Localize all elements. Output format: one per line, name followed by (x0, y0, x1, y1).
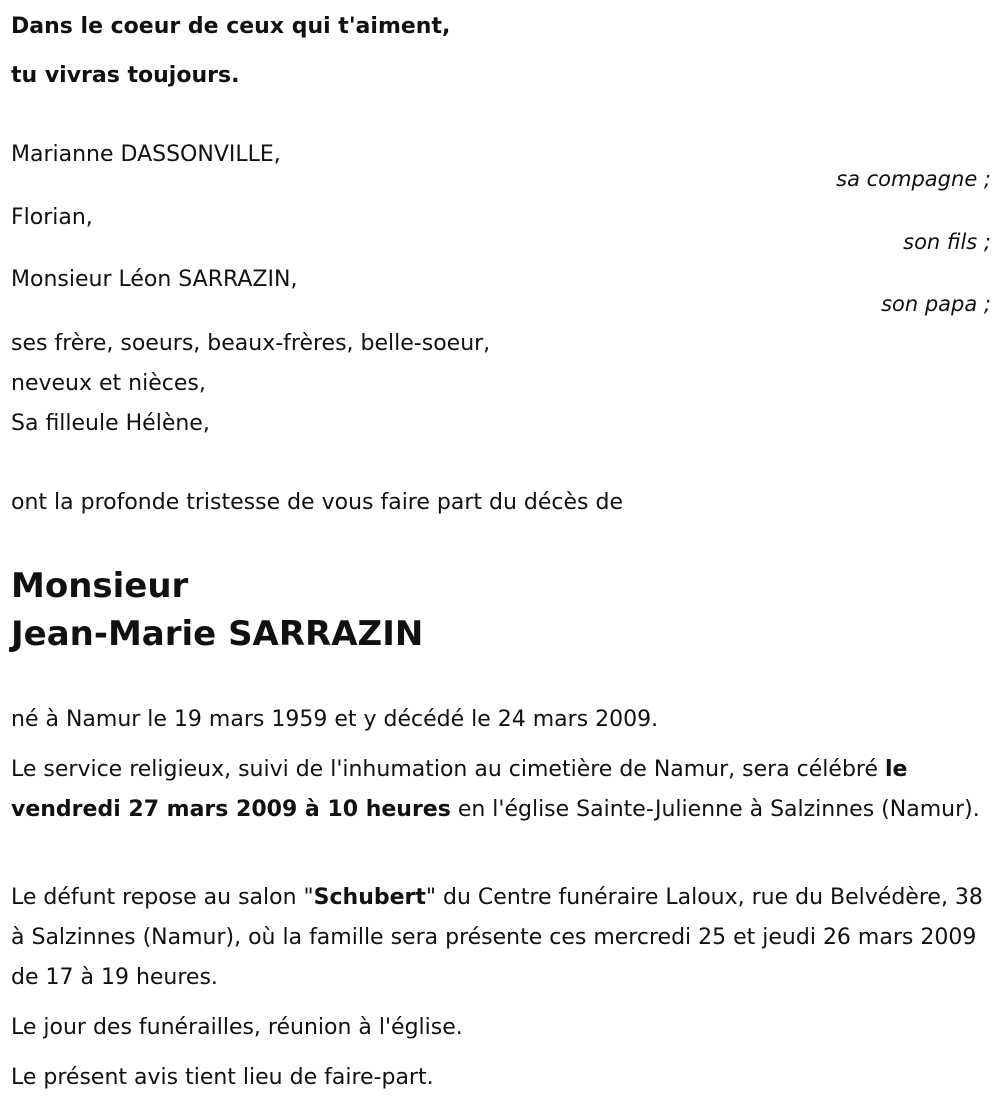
service-text-part-2: en l'église Sainte-Julienne à Salzinnes (Namur). (450, 797, 980, 822)
service-date: le vendredi 27 mars 2009 à 10 heures (11, 757, 908, 822)
deceased-name: Jean-Marie SARRAZIN (11, 614, 424, 654)
other-relatives-line-1: ses frère, soeurs, beaux-frères, belle-soeur, (11, 331, 491, 356)
epigraph-line-2: tu vivras toujours. (11, 63, 240, 88)
other-relatives-line-2: neveux et nièces, (11, 371, 206, 396)
deceased-title: Monsieur (11, 566, 189, 606)
rest-text-part-2: " du Centre funéraire Laloux, rue du Belvédère, 38 à Salzinnes (Namur), où la famille sera présente ces mercredi 25 et jeudi 26 mars 2009 de 17 à 19 heures. (11, 885, 983, 990)
epigraph-line-1: Dans le coeur de ceux qui t'aiment, (11, 14, 451, 39)
service-paragraph (11, 750, 991, 830)
salon-name: Schubert (313, 885, 426, 910)
family-member-name: Monsieur Léon SARRAZIN, (11, 267, 298, 292)
service-text-part-1: Le service religieux, suivi de l'inhumation au cimetière de Namur, sera célébré (11, 757, 886, 782)
family-member-name: Marianne DASSONVILLE, (11, 142, 281, 167)
funeral-day-text: Le jour des funérailles, réunion à l'église. (11, 1015, 463, 1040)
family-member-relation: son fils ; (903, 230, 991, 254)
notice-text: Le présent avis tient lieu de faire-part. (11, 1065, 434, 1090)
other-relatives-line-3: Sa filleule Hélène, (11, 411, 210, 436)
birth-death-text: né à Namur le 19 mars 1959 et y décédé le 24 mars 2009. (11, 707, 659, 732)
family-member-relation: son papa ; (881, 292, 991, 316)
announcement-text: ont la profonde tristesse de vous faire part du décès de (11, 490, 623, 515)
family-member-relation: sa compagne ; (836, 167, 991, 191)
rest-text-part-1: Le défunt repose au salon " (11, 885, 314, 910)
family-member-name: Florian, (11, 205, 93, 230)
deceased-name-block (11, 562, 423, 658)
rest-paragraph (11, 878, 991, 998)
